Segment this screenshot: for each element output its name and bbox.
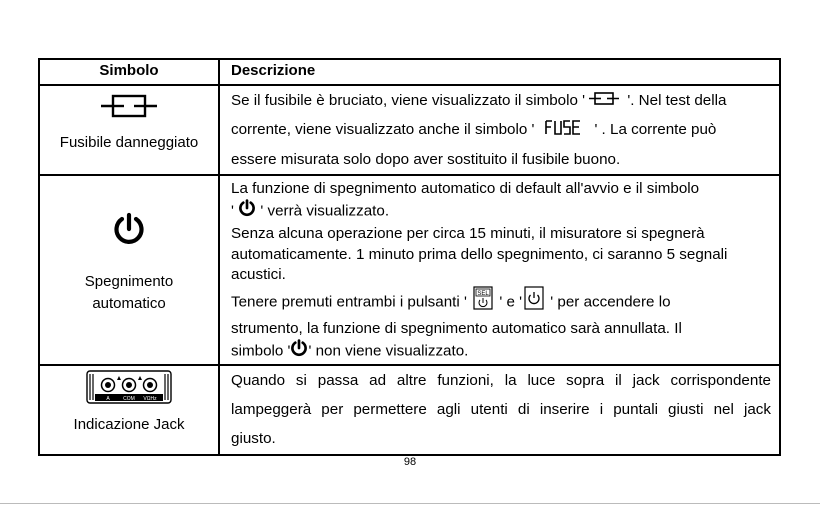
- power-icon: [238, 199, 256, 217]
- symbol-cell: [39, 85, 219, 175]
- page-number: 98: [403, 456, 417, 468]
- text: ' verrà visualizzato.: [260, 202, 390, 220]
- sel-button-icon: [473, 286, 493, 310]
- text: '. Nel test della: [627, 92, 727, 109]
- text: ': [231, 202, 234, 220]
- symbol-table: [38, 58, 781, 456]
- text: ' e ': [499, 293, 523, 311]
- text: essere misurata solo dopo aver sostituito il fusibile buono.: [231, 150, 621, 168]
- symbol-cell: [39, 175, 219, 365]
- text: lampeggerà per permettere agli utenti di inserire i puntali giusti nel jack: [231, 401, 771, 419]
- text: automaticamente. 1 minuto prima dello spegnimento, ci saranno 5 segnali: [231, 245, 728, 263]
- text: La funzione di spegnimento automatico di default all'avvio e il simbolo: [231, 180, 700, 197]
- power-icon: [290, 339, 308, 357]
- text: giusto.: [231, 430, 276, 448]
- fuse-lcd-icon: [544, 120, 584, 135]
- text: Tenere premuti entrambi i pulsanti ': [231, 293, 467, 311]
- svg-text:A: A: [106, 396, 110, 403]
- text: Se il fusibile è bruciato, viene visualizzato il simbolo ': [231, 92, 586, 109]
- svg-text:VΩHz: VΩHz: [143, 396, 157, 403]
- jack-panel-icon: [86, 370, 172, 404]
- text: Quando si passa ad altre funzioni, la luce sopra il jack corrispondente: [231, 372, 771, 390]
- power-button-icon: [524, 286, 544, 310]
- svg-text:SEL: SEL: [477, 290, 489, 297]
- text: corrente, viene visualizzato anche il simbolo ': [231, 121, 535, 139]
- text: simbolo ': [231, 342, 291, 360]
- power-icon: [112, 212, 146, 246]
- text: ' per accendere lo: [550, 293, 671, 311]
- broken-fuse-icon: [589, 92, 619, 105]
- table-row: [39, 365, 780, 455]
- broken-fuse-icon: [101, 94, 157, 118]
- text: strumento, la funzione di spegnimento automatico sarà annullata. Il: [231, 319, 682, 337]
- table-row: [39, 85, 780, 175]
- description-cell: [219, 85, 780, 175]
- text: Senza alcuna operazione per circa 15 minuti, il misuratore si spegnerà: [231, 225, 705, 243]
- text: acustici.: [231, 266, 286, 284]
- symbol-label: Indicazione Jack: [73, 416, 185, 434]
- symbol-label: Spegnimento: [84, 273, 174, 290]
- text: ' . La corrente può: [594, 121, 717, 139]
- header-descrizione: Descrizione: [219, 59, 780, 85]
- svg-text:COM: COM: [123, 396, 135, 403]
- symbol-label: automatico: [92, 295, 166, 312]
- symbol-cell: [39, 365, 219, 455]
- description-cell: [219, 175, 780, 365]
- description-cell: [219, 365, 780, 455]
- text: ' non viene visualizzato.: [308, 342, 469, 360]
- header-simbolo: Simbolo: [39, 59, 219, 85]
- symbol-label: Fusibile danneggiato: [59, 134, 199, 151]
- table-row: [39, 175, 780, 365]
- page-divider: [0, 503, 820, 504]
